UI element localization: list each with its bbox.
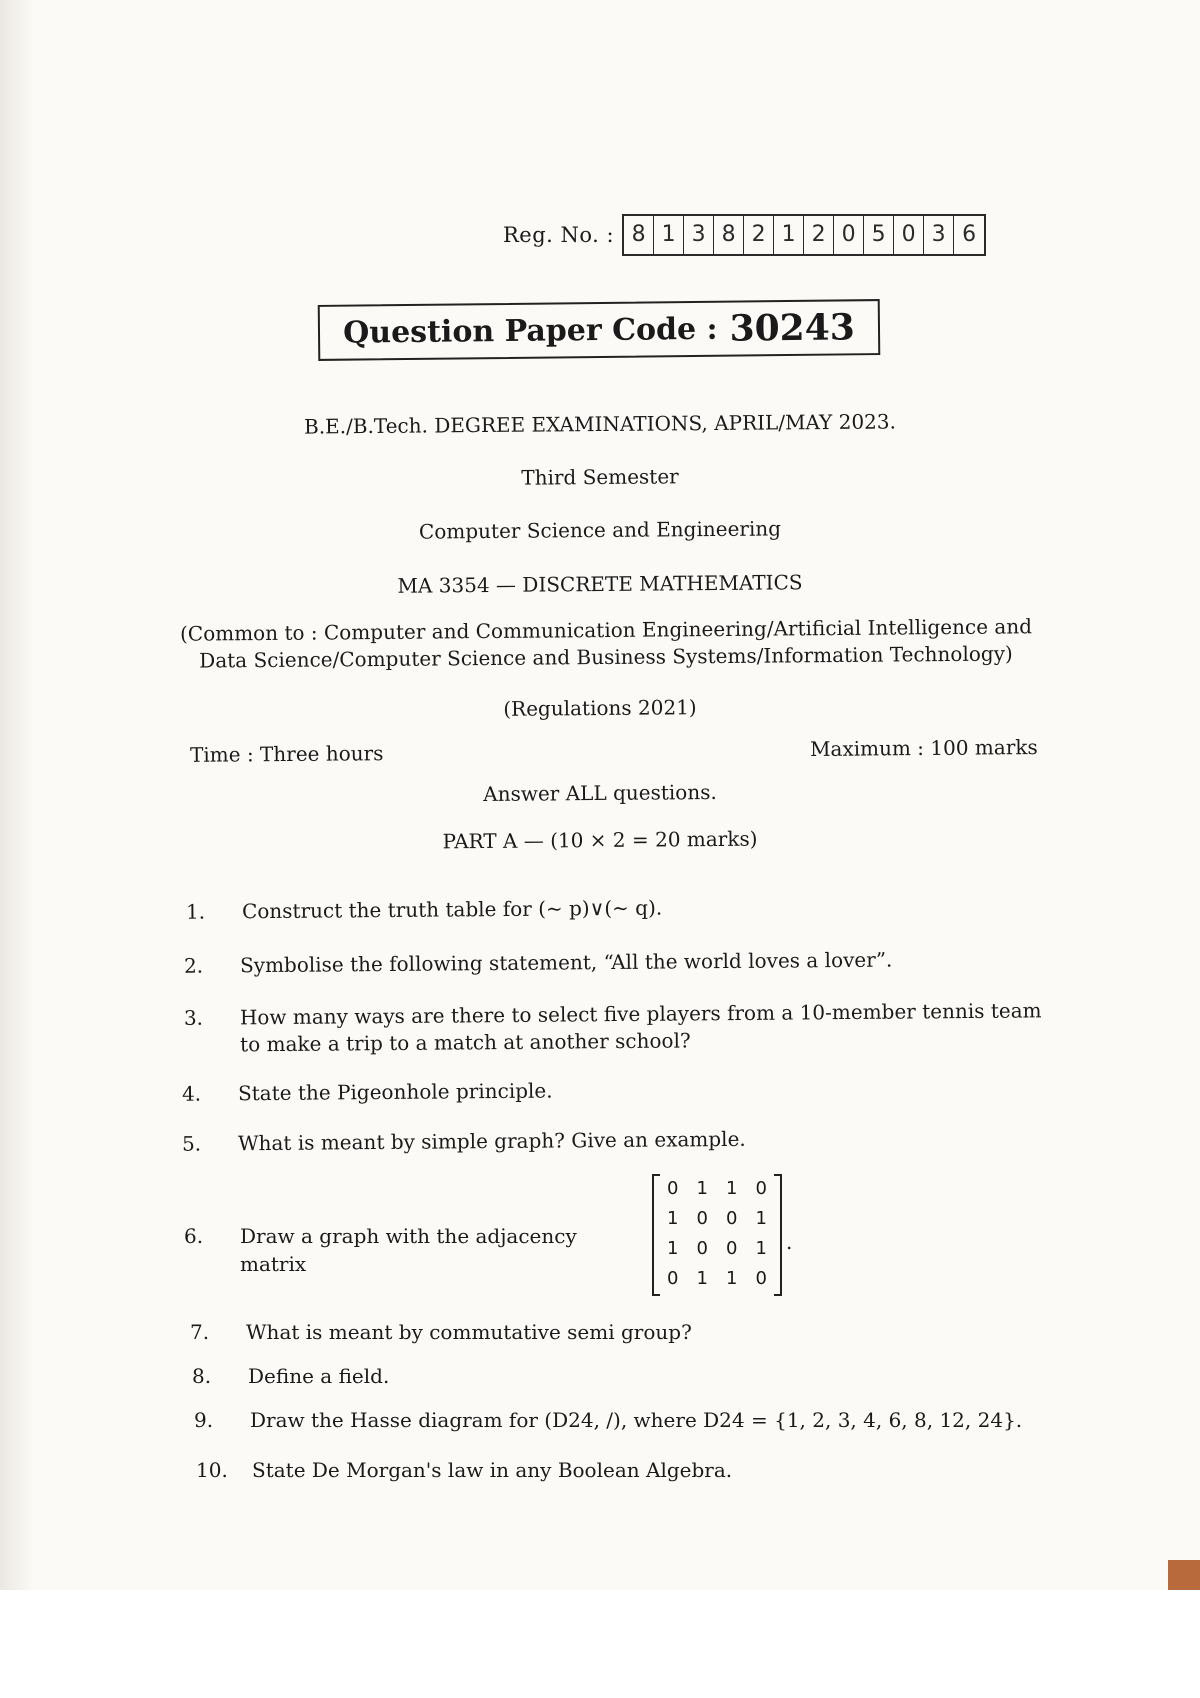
matrix-cell: 0 [726, 1208, 738, 1229]
question-number: 8. [192, 1364, 212, 1388]
department: Computer Science and Engineering [418, 516, 782, 544]
question-number: 1. [185, 899, 206, 924]
instruction: Answer ALL questions. [483, 779, 717, 807]
question-6 [184, 1222, 644, 1276]
question-text: How many ways are there to select five players from a 10-member tennis team [239, 998, 1042, 1030]
matrix-full-stop: . [786, 1230, 793, 1254]
question-number: 9. [194, 1408, 214, 1432]
matrix-cell: 0 [726, 1238, 738, 1259]
adjacency-matrix [652, 1174, 782, 1296]
reg-digit: 2 [804, 216, 834, 254]
maximum-marks: Maximum : 100 marks [809, 735, 1038, 761]
question-number: 6. [184, 1224, 204, 1248]
matrix-cell: 1 [755, 1208, 767, 1229]
reg-digit: 1 [654, 216, 684, 254]
reg-label: Reg. No. : [503, 223, 615, 247]
question-3 [184, 996, 1064, 1062]
question-text: Draw the Hasse diagram for (D24, /), where D24 = {1, 2, 3, 4, 6, 8, 12, 24}. [250, 1408, 1023, 1432]
question-text: What is meant by commutative semi group? [246, 1320, 692, 1344]
question-5 [182, 1122, 1042, 1160]
regulations: (Regulations 2021) [503, 695, 697, 721]
question-number: 2. [183, 953, 204, 978]
code-number: 30243 [729, 306, 856, 350]
reg-digit: 6 [962, 222, 977, 247]
question-text: State De Morgan's law in any Boolean Algebra. [252, 1458, 733, 1482]
matrix-cell: 1 [755, 1238, 767, 1259]
question-4 [182, 1072, 1042, 1110]
common-line-2: Data Science/Computer Science and Business Systems/Information Technology) [199, 641, 1013, 673]
question-text-continued: to make a trip to a match at another school? [240, 1028, 691, 1057]
matrix-cell: 0 [696, 1238, 708, 1259]
question-text: What is meant by simple graph? Give an example. [237, 1126, 746, 1156]
question-text: Define a field. [248, 1364, 390, 1388]
scan-corner-mark [1168, 1560, 1200, 1590]
reg-digit-boxes [622, 214, 986, 256]
reg-digit: 2 [744, 216, 774, 254]
matrix-row [654, 1234, 780, 1264]
common-line-1: (Common to : Computer and Communication Engineering/Artificial Intelligence and [179, 614, 1033, 646]
question-number: 4. [181, 1081, 202, 1106]
matrix-cell: 0 [696, 1208, 708, 1229]
subject: MA 3354 — DISCRETE MATHEMATICS [397, 570, 803, 598]
question-10 [196, 1456, 1056, 1486]
matrix-cell: 0 [755, 1268, 767, 1289]
part-heading: PART A — (10 × 2 = 20 marks) [442, 826, 758, 854]
matrix-row [654, 1174, 780, 1204]
reg-digit: 8 [714, 216, 744, 254]
reg-digit: 3 [924, 216, 954, 254]
question-number: 10. [196, 1458, 228, 1482]
code-label: Question Paper Code : [342, 311, 718, 351]
question-2 [184, 944, 1044, 982]
question-number: 3. [183, 1005, 204, 1030]
question-text: Construct the truth table for (~ p)∨(~ q). [241, 895, 663, 924]
reg-digit: 5 [864, 216, 894, 254]
question-number: 7. [190, 1320, 210, 1344]
question-7 [190, 1318, 1050, 1348]
semester: Third Semester [521, 464, 679, 490]
exam-title: B.E./B.Tech. DEGREE EXAMINATIONS, APRIL/MAY 2023. [303, 409, 897, 439]
matrix-cell: 1 [696, 1268, 708, 1289]
reg-digit: 1 [774, 216, 804, 254]
question-text: Draw a graph with the adjacency matrix [240, 1224, 577, 1276]
matrix-cell: 1 [726, 1268, 738, 1289]
matrix-row [654, 1204, 780, 1234]
question-8 [192, 1362, 1052, 1392]
question-text: State the Pigeonhole principle. [237, 1078, 553, 1106]
reg-digit: 3 [684, 216, 714, 254]
question-9 [194, 1406, 1074, 1436]
time-allowed: Time : Three hours [189, 741, 384, 767]
reg-digit: 0 [894, 216, 924, 254]
matrix-cell: 1 [696, 1178, 708, 1199]
question-text: Symbolise the following statement, “All the world loves a lover”. [239, 947, 893, 978]
reg-digit: 0 [834, 216, 864, 254]
scan-margin-bottom [0, 1590, 1200, 1698]
question-number: 5. [181, 1131, 202, 1156]
matrix-cell: 0 [755, 1178, 767, 1199]
question-paper-code [318, 299, 881, 361]
matrix-cell: 0 [667, 1178, 679, 1199]
reg-digit: 8 [624, 216, 654, 254]
matrix-cell: 1 [667, 1238, 679, 1259]
matrix-row [654, 1264, 780, 1294]
matrix-cell: 1 [667, 1208, 679, 1229]
reg-number [503, 214, 986, 256]
matrix-cell: 0 [667, 1268, 679, 1289]
matrix-cell: 1 [726, 1178, 738, 1199]
question-1 [186, 890, 1046, 928]
